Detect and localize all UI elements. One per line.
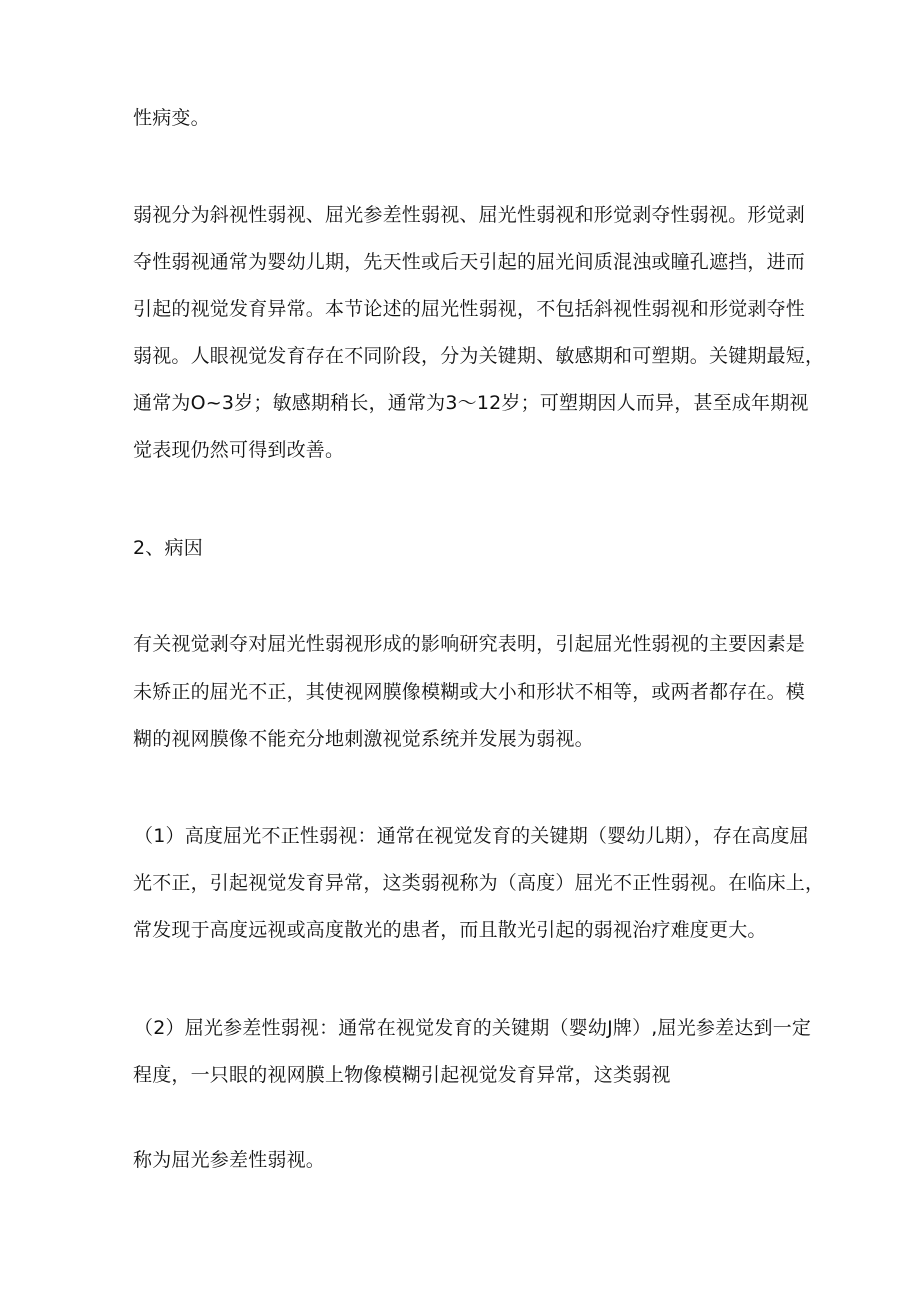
text-line: 光不正，引起视觉发育异常，这类弱视称为（高度）屈光不正性弱视。在临床上， (133, 872, 825, 894)
text-line: （1）高度屈光不正性弱视：通常在视觉发育的关键期（婴幼儿期），存在高度屈 (134, 825, 809, 847)
text-line: （2）屈光参差性弱视：通常在视觉发育的关键期（婴幼J牌）,屈光参差达到一定 (134, 1017, 812, 1039)
text-line: 常发现于高度远视或高度散光的患者，而且散光引起的弱视治疗难度更大。 (133, 919, 767, 941)
text-line: 弱视分为斜视性弱视、屈光参差性弱视、屈光性弱视和形觉剥夺性弱视。形觉剥 (133, 204, 806, 226)
text-line: 程度，一只眼的视网膜上物像模糊引起视觉发育异常，这类弱视 (133, 1064, 671, 1086)
text-line: 未矫正的屈光不正，其使视网膜像模糊或大小和形状不相等，或两者都存在。模 (133, 681, 806, 703)
text-line: 有关视觉剥夺对屈光性弱视形成的影响研究表明，引起屈光性弱视的主要因素是 (133, 633, 806, 655)
text-line: 引起的视觉发育异常。本节论述的屈光性弱视，不包括斜视性弱视和形觉剥夺性 (133, 298, 806, 320)
text-line: 弱视。人眼视觉发育存在不同阶段，分为关键期、敏感期和可塑期。关键期最短， (133, 345, 825, 367)
section-heading: 2、病因 (133, 537, 203, 559)
text-line: 通常为O~3岁；敏感期稍长，通常为3〜12岁；可塑期因人而异，甚至成年期视 (133, 392, 809, 414)
text-line: 称为屈光参差性弱视。 (133, 1149, 326, 1171)
text-line: 夺性弱视通常为婴幼儿期，先天性或后天引起的屈光间质混浊或瞳孔遮挡，进而 (133, 251, 806, 273)
text-line: 觉表现仍然可得到改善。 (133, 439, 345, 461)
text-line: 性病变。 (133, 107, 210, 129)
text-line: 糊的视网膜像不能充分地刺激视觉系统并发展为弱视。 (133, 728, 594, 750)
